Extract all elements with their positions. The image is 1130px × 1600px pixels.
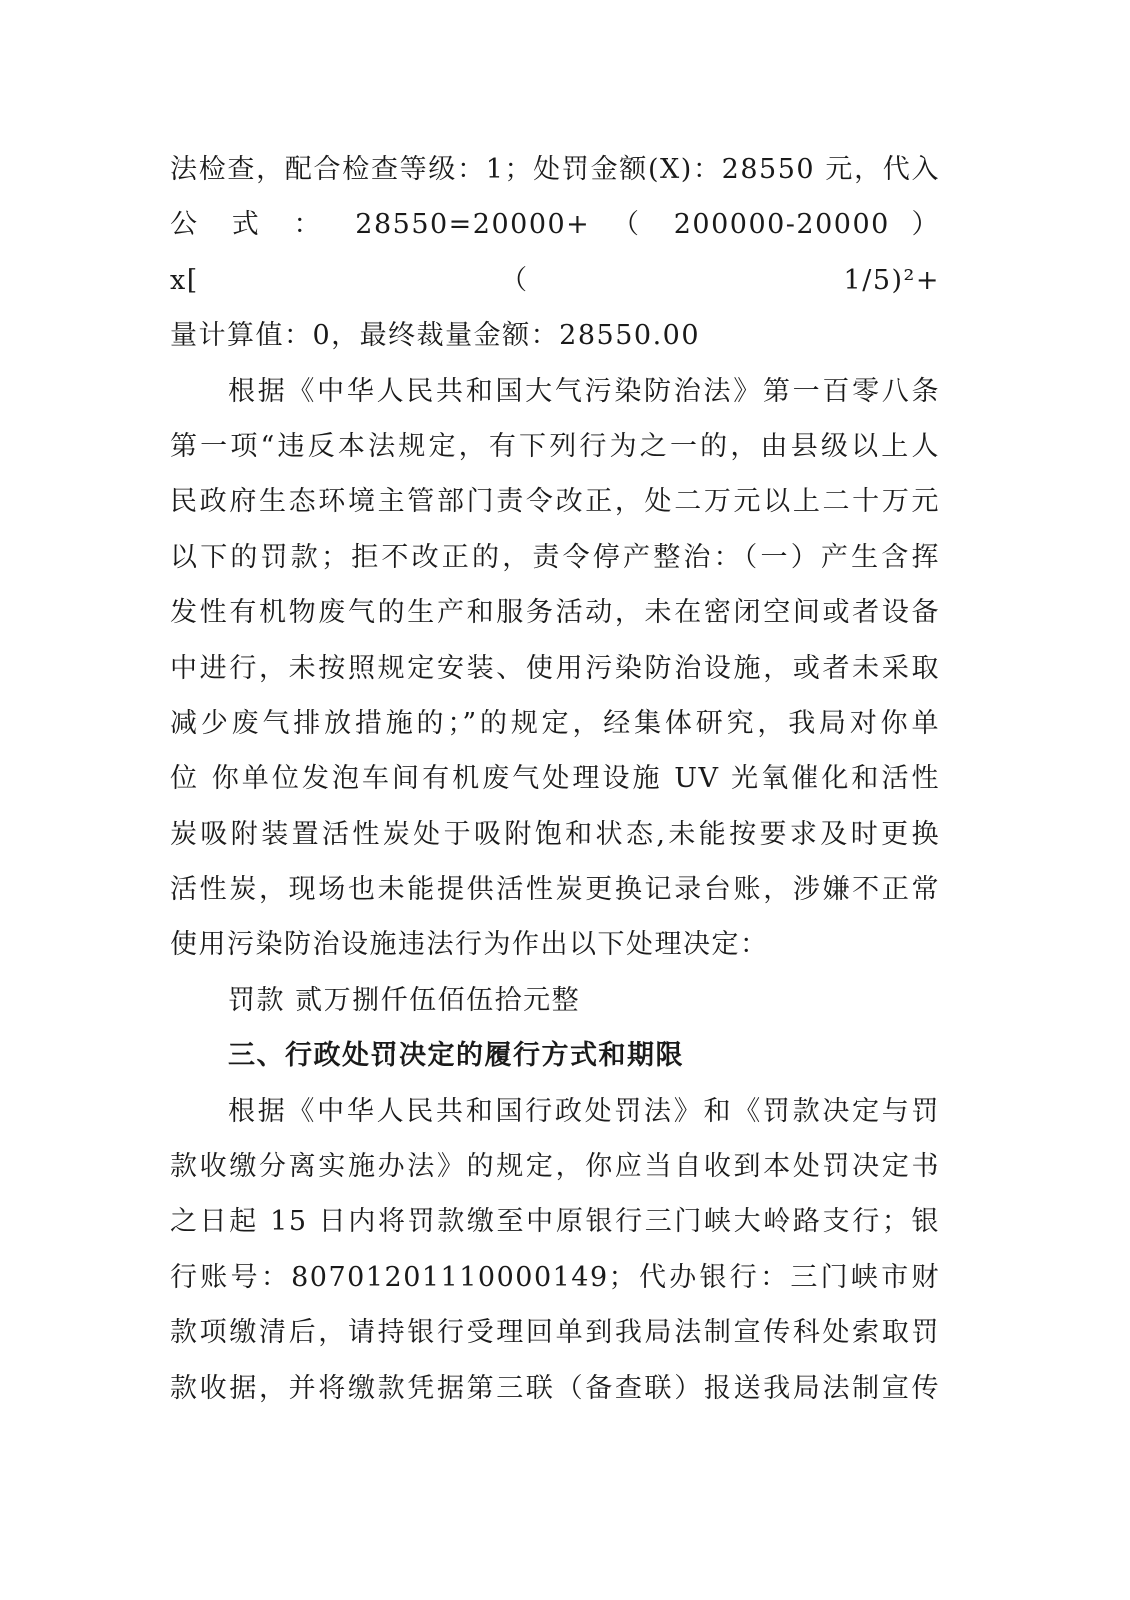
text-line: 款项缴清后，请持银行受理回单到我局法制宣传科处索取罚 — [170, 1317, 940, 1349]
text-line: 法检查，配合检查等级：1；处罚金额(X)：28550 元，代入 — [170, 154, 940, 185]
text-line: 活性炭，现场也未能提供活性炭更换记录台账，涉嫌不正常 — [170, 874, 940, 906]
text-line: 发性有机物废气的生产和服务活动，未在密闭空间或者设备 — [170, 597, 940, 629]
text-line: 行账号：80701201110000149；代办银行：三门峡市财 — [170, 1261, 940, 1293]
text-line: 根据《中华人民共和国行政处罚法》和《罚款决定与罚 — [228, 1095, 940, 1127]
text-line: 款收据，并将缴款凭据第三联（备查联）报送我局法制宣传 — [170, 1372, 940, 1404]
text-line: 中进行，未按照规定安装、使用污染防治设施，或者未采取 — [170, 652, 940, 684]
text-line: 以下的罚款；拒不改正的，责令停产整治：（一）产生含挥 — [170, 541, 940, 573]
text-line: 公 式 ： 28550=20000+ （ 200000-20000 ） — [170, 209, 940, 241]
document-body — [170, 142, 940, 1416]
text-line: x[（1/5)²+ — [170, 264, 940, 296]
text-line: 第一项“违反本法规定，有下列行为之一的，由县级以上人 — [170, 430, 940, 462]
text-line: 罚款 贰万捌仟伍佰伍拾元整 — [228, 984, 581, 1016]
text-line: 根据《中华人民共和国大气污染防治法》第一百零八条 — [228, 375, 940, 407]
text-line: 减少废气排放措施的；”的规定，经集体研究，我局对你单 — [170, 707, 940, 739]
text-line: 使用污染防治设施违法行为作出以下处理决定： — [170, 929, 769, 961]
text-line: 款收缴分离实施办法》的规定，你应当自收到本处罚决定书 — [170, 1151, 940, 1183]
text-line: 位 你单位发泡车间有机废气处理设施 UV 光氧催化和活性 — [170, 763, 940, 795]
text-line: 之日起 15 日内将罚款缴至中原银行三门峡大岭路支行；银 — [170, 1206, 940, 1238]
section-heading: 三、行政处罚决定的履行方式和期限 — [228, 1040, 684, 1072]
text-line: 量计算值：0，最终裁量金额：28550.00 — [170, 320, 701, 352]
text-line: 民政府生态环境主管部门责令改正，处二万元以上二十万元 — [170, 486, 940, 518]
text-line: 炭吸附装置活性炭处于吸附饱和状态,未能按要求及时更换 — [170, 818, 940, 850]
